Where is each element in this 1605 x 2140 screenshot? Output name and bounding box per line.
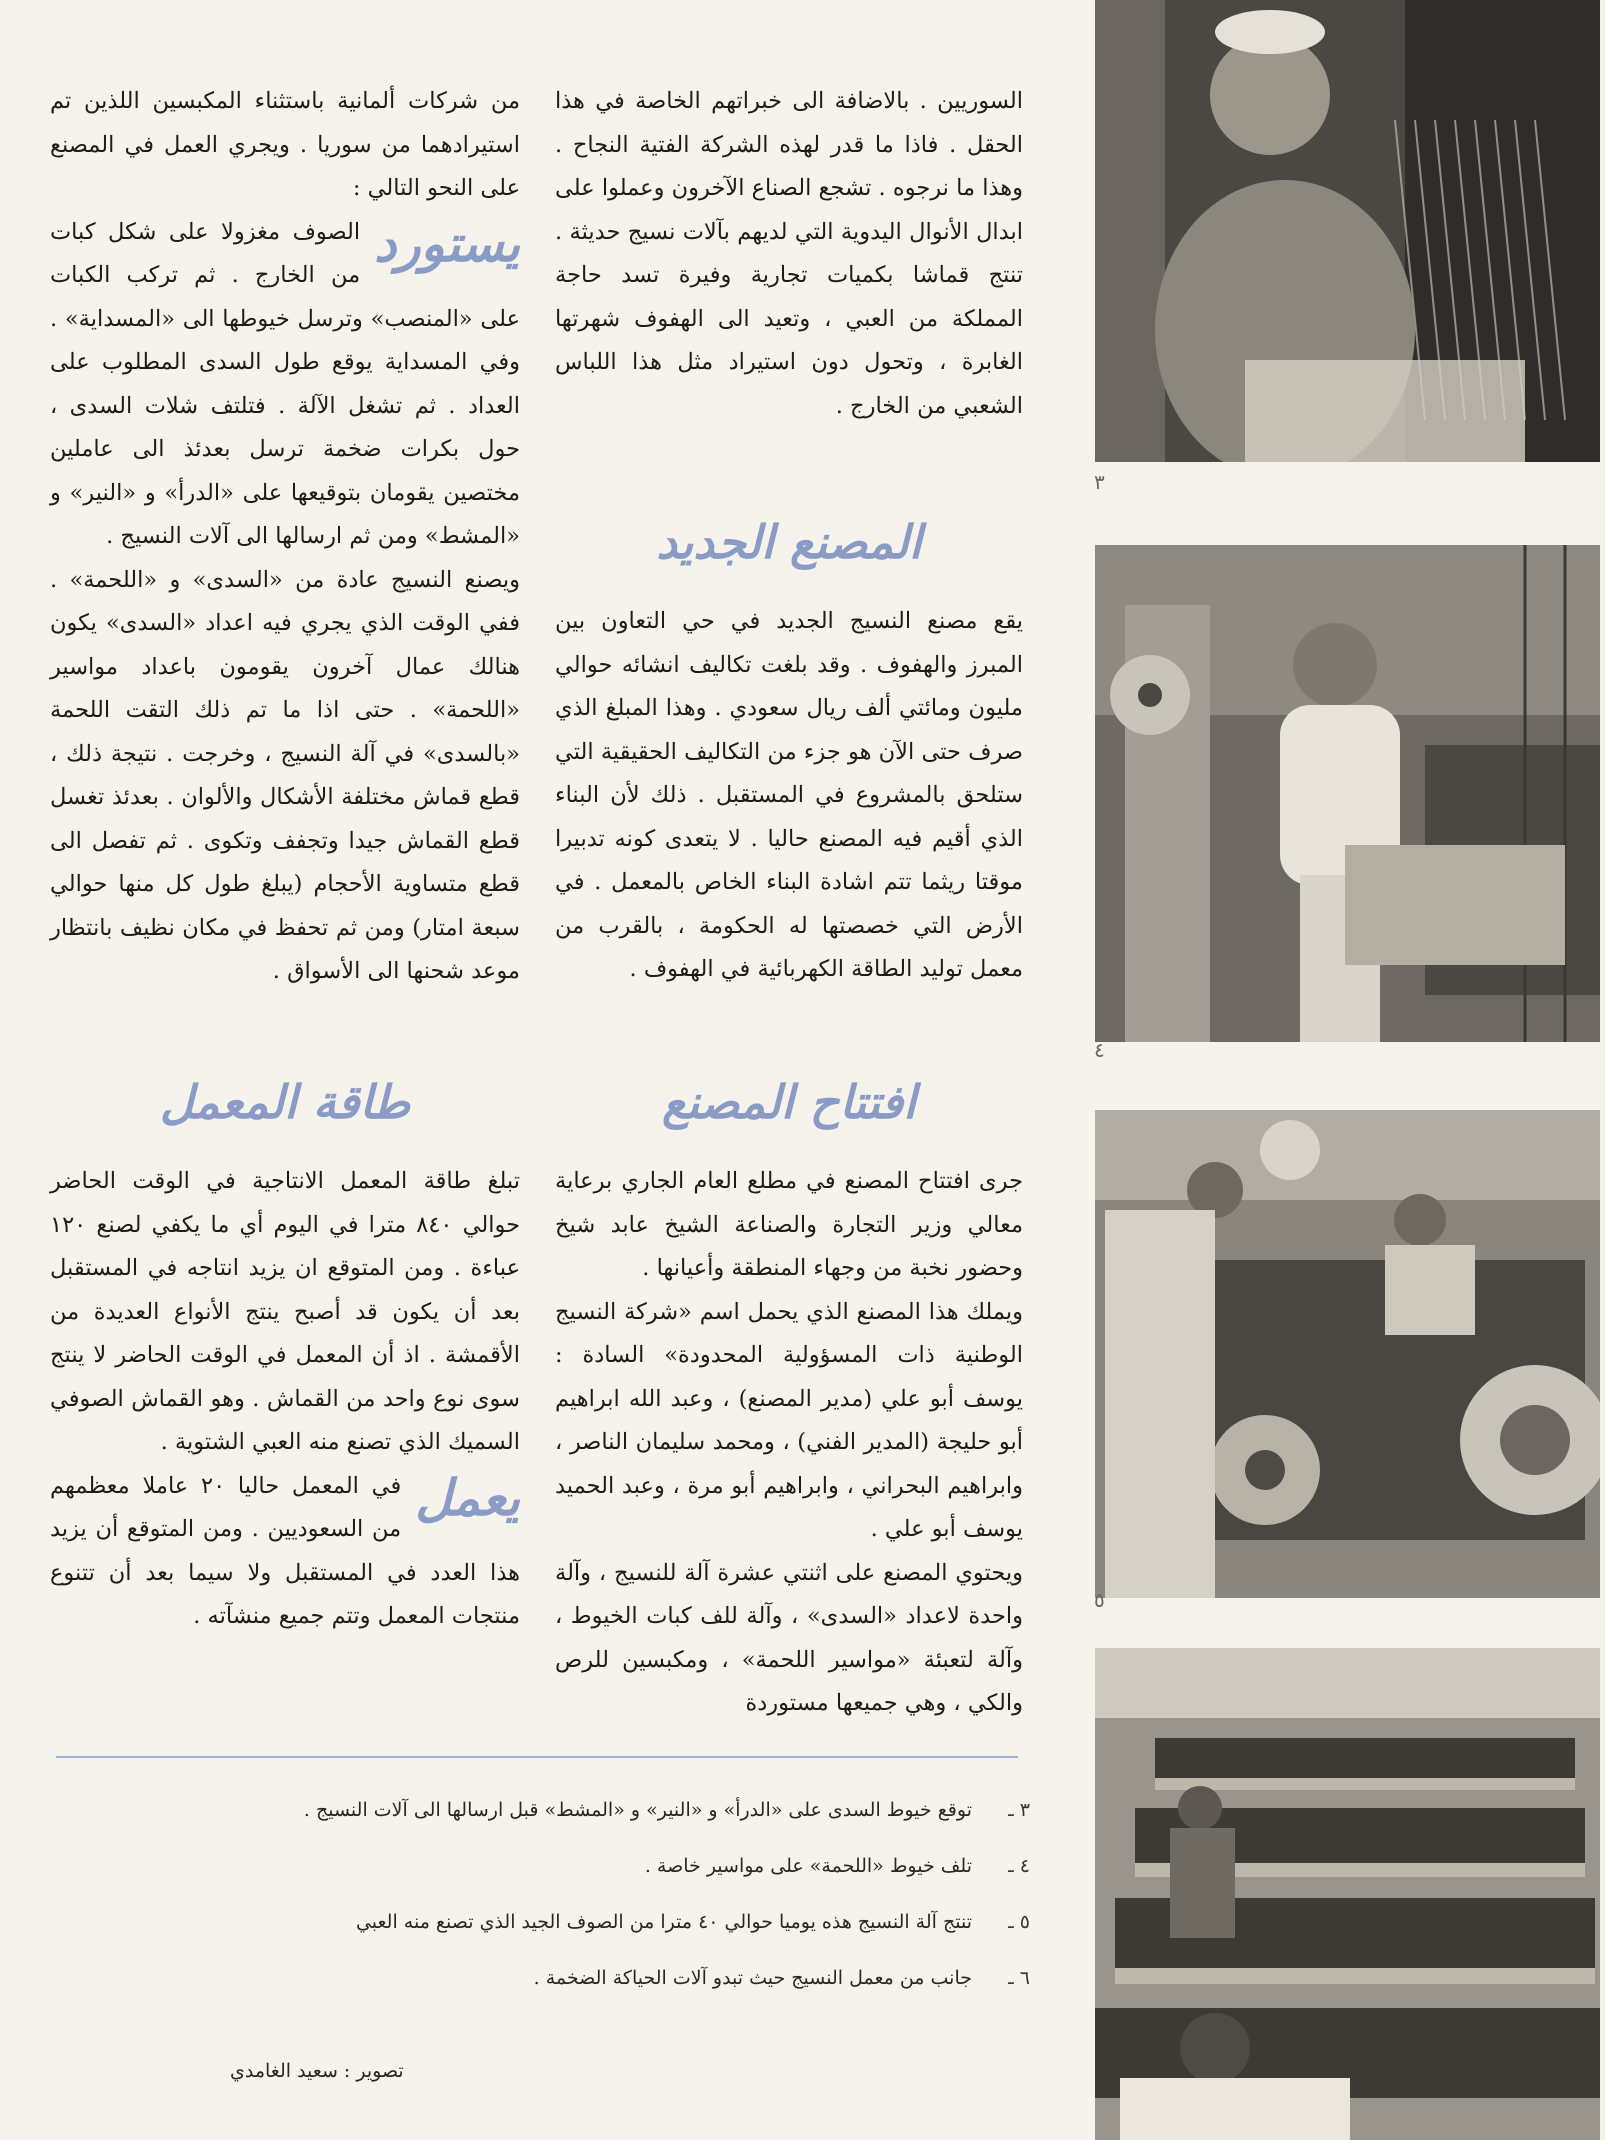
divider-rule xyxy=(56,1756,1018,1758)
paragraph-imported xyxy=(50,211,520,559)
caption-5 xyxy=(225,1902,1030,1942)
photo-number-5: ٥ xyxy=(1094,1588,1105,1612)
column-capacity xyxy=(50,1160,520,1639)
caption-text: جانب من معمل النسيج حيث تبدو آلات الحياكة الضخمة . xyxy=(533,1967,972,1989)
column-opening xyxy=(555,1160,1023,1726)
drop-heading-works: يعمل xyxy=(415,1467,520,1527)
photo-number-3: ٣ xyxy=(1094,470,1105,494)
photo-number-4: ٤ xyxy=(1094,1038,1105,1062)
heading-opening: افتتاح المصنع xyxy=(662,1075,916,1129)
paragraph-workers-text: في المعمل حاليا ٢٠ عاملا معظمهم من السعوديين . ومن المتوقع أن يزيد هذا العدد في المستقبل ولا سيما بعد أن تتنوع منتجات المعمل وتتم جميع منشآته . xyxy=(50,1472,520,1629)
photo-factory-floor-looms xyxy=(1095,1648,1600,2140)
heading-capacity: طاقة المعمل xyxy=(159,1075,411,1129)
column-left-top xyxy=(50,80,520,994)
photo-weaver-at-loom xyxy=(1095,0,1600,462)
photo-worker-winding-thread xyxy=(1095,545,1600,1042)
paragraph-imports: من شركات ألمانية باستثناء المكبسين اللذين تم استيرادهما من سوريا . ويجري العمل في المصنع على النحو التالي : xyxy=(50,88,520,201)
photo-captions xyxy=(225,1790,1030,2014)
column-right-top xyxy=(555,80,1023,428)
caption-number: ٦ ـ xyxy=(1008,1967,1030,1989)
caption-number: ٣ ـ xyxy=(1008,1799,1030,1821)
paragraph-intro-end: السوريين . بالاضافة الى خبراتهم الخاصة في هذا الحقل . فاذا ما قدر لهذه الشركة الفتية النجاح . وهذا ما نرجوه . تشجع الصناع الآخرون وعملوا على ابدال الأنوال اليدوية التي لديهم بآلات نسيج حديثة . تنتج قماشا بكميات تجارية وفيرة تسد حاجة المملكة من العبي ، وتعيد الى الهفوف شهرتها الغابرة ، وتحول دون استيراد مثل هذا اللباس الشعبي من الخارج . xyxy=(555,88,1023,419)
caption-text: تنتج آلة النسيج هذه يوميا حوالي ٤٠ مترا من الصوف الجيد الذي تصنع منه العبي xyxy=(355,1911,972,1933)
paragraph-weaving: ويصنع النسيج عادة من «السدى» و «اللحمة» . ففي الوقت الذي يجري فيه اعداد «السدى» يكون هنالك عمال آخرون يقومون باعداد مواسير «اللحمة» . حتى اذا ما تم ذلك التقت اللحمة «بالسدى» في آلة النسيج ، وخرجت . نتيجة ذلك ، قطع قماش مختلفة الأشكال والألوان . بعدئذ تغسل قطع القماش جيدا وتجفف وتكوى . ثم تفصل الى قطع متساوية الأحجام (يبلغ طول كل منها حوالي سبعة امتار) ومن ثم تحفظ في مكان نظيف بانتظار موعد شحنها الى الأسواق . xyxy=(50,566,520,984)
caption-4 xyxy=(225,1846,1030,1886)
caption-text: تلف خيوط «اللحمة» على مواسير خاصة . xyxy=(644,1855,972,1877)
column-new-factory xyxy=(555,600,1023,992)
caption-number: ٥ ـ xyxy=(1008,1911,1030,1933)
paragraph-opening-2: ويملك هذا المصنع الذي يحمل اسم «شركة النسيج الوطنية ذات المسؤولية المحدودة» السادة : يوسف أبو علي (مدير المصنع) ، وعبد الله ابراهيم أبو حليجة (المدير الفني) ، ومحمد سليمان الناصر ، وابراهيم البحراني ، وابراهيم أبو مرة ، وعبد الحميد يوسف أبو علي . xyxy=(555,1298,1023,1542)
paragraph-opening-1: جرى افتتاح المصنع في مطلع العام الجاري برعاية معالي وزير التجارة والصناعة الشيخ عابد شيخ وحضور نخبة من وجهاء المنطقة وأعيانها . xyxy=(555,1168,1023,1281)
caption-text: توقع خيوط السدى على «الدرأ» و «النير» و «المشط» قبل ارسالها الى آلات النسيج . xyxy=(303,1799,972,1821)
paragraph-imported-text: الصوف مغزولا على شكل كبات من الخارج . ثم تركب الكبات على «المنصب» وترسل خيوطها الى «المسداية» . وفي المسداية يوقع طول السدى المطلوب على العداد . ثم تشغل الآلة . فتلتف شلات السدى ، حول بكرات ضخمة ترسل بعدئذ الى عاملين مختصين يقومان بتوقيعها على «الدرأ» و «النير» و «المشط» ومن ثم ارسالها الى آلات النسيج . xyxy=(50,218,521,549)
caption-3 xyxy=(225,1790,1030,1830)
paragraph-capacity: تبلغ طاقة المعمل الانتاجية في الوقت الحاضر حوالي ٨٤٠ مترا في اليوم أي ما يكفي لصنع ١٢٠ عباءة . ومن المتوقع ان يزيد انتاجه في المستقبل بعد أن يكون قد أصبح ينتج الأنواع العديدة من الأقمشة . اذ أن المعمل في الوقت الحاضر لا ينتج سوى نوع واحد من القماش . وهو القماش الصوفي السميك الذي تصنع منه العبي الشتوية . xyxy=(50,1168,520,1455)
drop-heading-imported: يستورد xyxy=(374,213,520,273)
photo-credit: تصوير : سعيد الغامدي xyxy=(230,2060,404,2082)
paragraph-opening-3: ويحتوي المصنع على اثنتي عشرة آلة للنسيج ، وآلة واحدة لاعداد «السدى» ، وآلة للف كبات الخيوط ، وآلة لتعبئة «مواسير اللحمة» ، ومكبسين للرص والكي ، وهي جميعها مستوردة xyxy=(555,1559,1023,1716)
paragraph-new-factory: يقع مصنع النسيج الجديد في حي التعاون بين المبرز والهفوف . وقد بلغت تكاليف انشائه حوالي مليون ومائتي ألف ريال سعودي . وهذا المبلغ الذي صرف حتى الآن هو جزء من التكاليف الحقيقية التي ستلحق بالمشروع في المستقبل . ذلك لأن البناء الذي أقيم فيه المصنع حاليا . لا يتعدى كونه تدبيرا موقتا ريثما تتم اشادة البناء الخاص بالمعمل . في الأرض التي خصصتها له الحكومة ، بالقرب من معمل توليد الطاقة الكهربائية في الهفوف . xyxy=(555,608,1023,982)
heading-new-factory: المصنع الجديد xyxy=(656,515,922,569)
paragraph-workers xyxy=(50,1465,520,1639)
caption-number: ٤ ـ xyxy=(1008,1855,1030,1877)
photo-workers-at-weaving-machine xyxy=(1095,1110,1600,1598)
caption-6 xyxy=(225,1958,1030,1998)
